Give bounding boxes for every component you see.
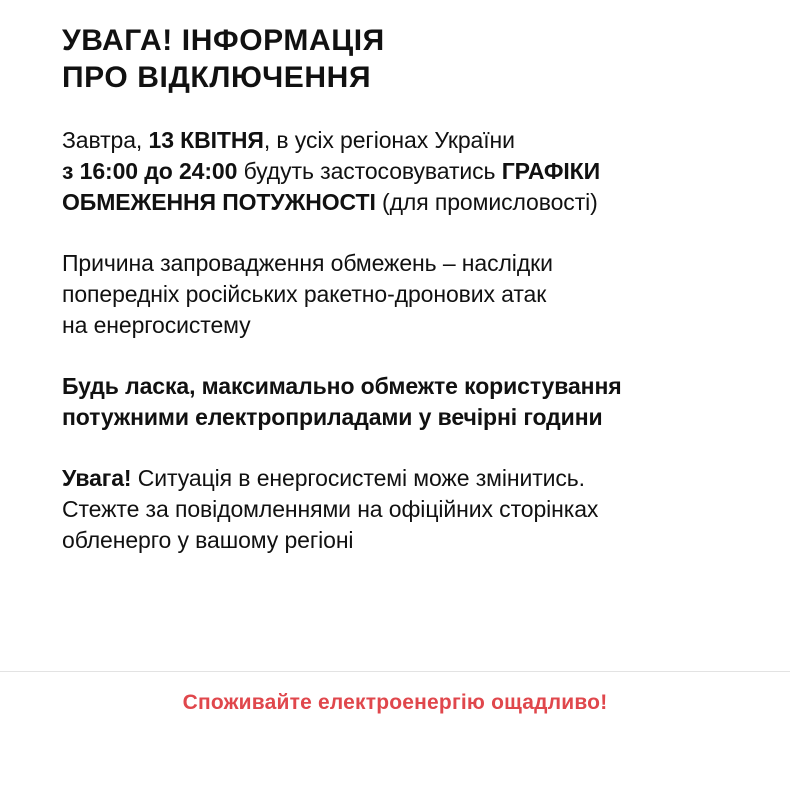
- date-highlight: 13 КВІТНЯ: [148, 127, 264, 153]
- reason-line-3: на енергосистему: [62, 312, 251, 338]
- schedule-highlight: ОБМЕЖЕННЯ ПОТУЖНОСТІ: [62, 189, 376, 215]
- divider: [0, 671, 790, 672]
- request-line-2: потужними електроприладами у вечірні години: [62, 404, 603, 430]
- schedule-highlight: ГРАФІКИ: [501, 158, 601, 184]
- warning-line-3: обленерго у вашому регіоні: [62, 527, 354, 553]
- schedule-line-1: [62, 125, 762, 156]
- warning-label: Увага!: [62, 465, 132, 491]
- warning-line-2: Стежте за повідомленнями на офіційних сторінках: [62, 496, 599, 522]
- warning-line-1: [62, 463, 762, 494]
- reason-line-2: попередніх російських ракетно-дронових атак: [62, 281, 547, 307]
- schedule-line-3: [62, 187, 762, 218]
- request-paragraph: [62, 371, 762, 433]
- text-fragment: Завтра,: [62, 127, 149, 153]
- text-fragment: , в усіх регіонах України: [263, 127, 515, 153]
- reason-paragraph: [62, 248, 762, 341]
- title-line-1: УВАГА! ІНФОРМАЦІЯ: [62, 24, 385, 57]
- footer-slogan: Споживайте електроенергію ощадливо!: [182, 691, 608, 714]
- request-line-1: Будь ласка, максимально обмежте користування: [62, 373, 622, 399]
- announcement: [62, 22, 762, 556]
- time-range-highlight: з 16:00 до 24:00: [62, 158, 238, 184]
- text-fragment: будуть застосовуватись: [237, 158, 502, 184]
- schedule-line-2: [62, 156, 762, 187]
- text-fragment: (для промисловості): [375, 189, 598, 215]
- reason-line-1: Причина запровадження обмежень – наслідки: [62, 250, 553, 276]
- text-fragment: Ситуація в енергосистемі може змінитись.: [131, 465, 585, 491]
- outage-schedule-paragraph: [62, 125, 762, 218]
- title-line-2: ПРО ВІДКЛЮЧЕННЯ: [62, 61, 372, 94]
- warning-paragraph: [62, 463, 762, 556]
- page-title: [62, 22, 762, 96]
